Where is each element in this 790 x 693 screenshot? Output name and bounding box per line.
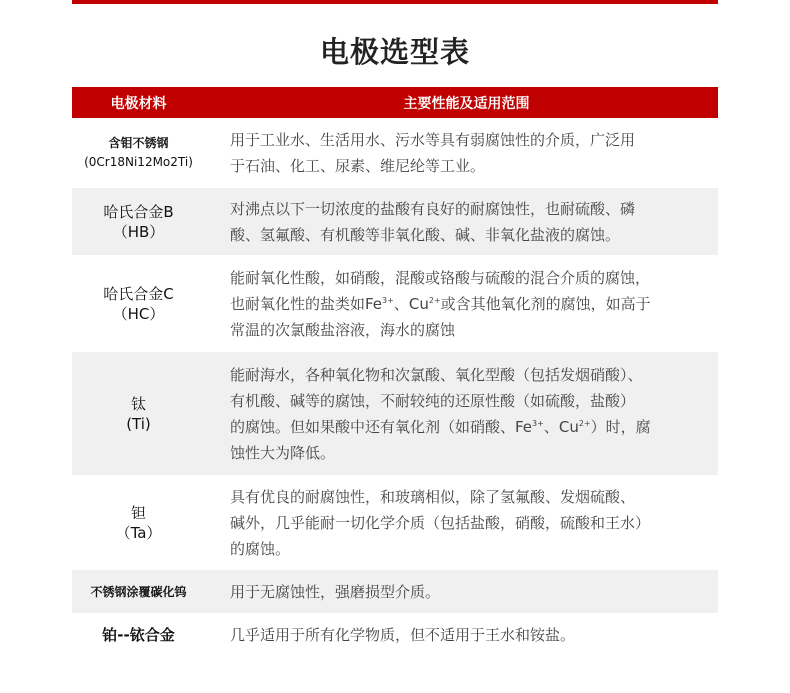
description-cell (205, 622, 718, 648)
table-row (72, 188, 718, 255)
material-name: 铂--铱合金 (102, 626, 175, 644)
description-line: 几乎适用于所有化学物质，但不适用于王水和铵盐。 (230, 626, 576, 644)
material-cell (72, 503, 205, 543)
material-code: （HC） (112, 304, 165, 323)
table-row (72, 352, 718, 475)
description-line: 也耐氧化性的盐类如$Fe^{3+}$、$Cu^{2+}$或含其他氧化剂的腐蚀，如高于 (230, 294, 651, 313)
description-cell (205, 362, 718, 466)
material-cell (72, 202, 205, 242)
material-cell (72, 134, 205, 172)
description-line: 用于无腐蚀性，强磨损型介质。 (230, 582, 441, 601)
material-name: 钽 (130, 503, 146, 522)
material-code: （HB） (112, 222, 165, 241)
description-line: 具有优良的耐腐蚀性，和玻璃相似，除了氢氟酸、发烟硫酸、 (230, 487, 636, 506)
material-code: (Ti) (126, 414, 151, 433)
material-cell (72, 394, 205, 434)
description-line: 常温的次氯酸盐溶液，海水的腐蚀 (230, 320, 456, 339)
description-cell (205, 579, 718, 605)
description-cell (205, 484, 718, 562)
material-name: 不锈钢涂覆碳化钨 (90, 584, 187, 599)
description-line: 蚀性大为降低。 (230, 443, 336, 462)
description-cell (205, 265, 718, 343)
material-cell (72, 284, 205, 324)
table-row (72, 613, 718, 657)
material-name: 钛 (130, 394, 146, 413)
description-cell (205, 196, 718, 248)
description-line: 能耐氧化性酸，如硝酸，混酸或铬酸与硫酸的混合介质的腐蚀， (230, 268, 651, 287)
material-name: 哈氏合金C (103, 284, 174, 303)
material-code: （Ta） (115, 523, 162, 542)
header-material: 电极材料 (110, 95, 167, 112)
description-line: 能耐海水，各种氧化物和次氯酸、氧化型酸（包括发烟硝酸）、 (230, 365, 643, 384)
material-code: (0Cr18Ni12Mo2Ti) (84, 155, 193, 169)
material-name: 哈氏合金B (103, 202, 174, 221)
description-line: 有机酸、碱等的腐蚀，不耐较纯的还原性酸（如硫酸，盐酸） (230, 391, 636, 410)
description-line: 对沸点以下一切浓度的盐酸有良好的耐腐蚀性，也耐硫酸、磷 (230, 199, 636, 218)
header-performance: 主要性能及适用范围 (403, 95, 530, 112)
description-cell (205, 127, 718, 179)
table-row (72, 570, 718, 613)
description-line: 酸、氢氟酸、有机酸等非氧化酸、碱、非氧化盐液的腐蚀。 (230, 225, 621, 244)
electrode-table (72, 87, 718, 657)
description-line: 于石油、化工、尿素、维尼纶等工业。 (230, 157, 486, 175)
table-row (72, 255, 718, 352)
description-line: 的腐蚀。但如果酸中还有氧化剂（如硝酸、$Fe^{3+}$、$Cu^{2+}$）时，腐 (230, 417, 651, 436)
description-line: 用于工业水、生活用水、污水等具有弱腐蚀性的介质，广泛用 (230, 131, 636, 149)
material-cell (72, 625, 205, 645)
description-line: 的腐蚀。 (230, 539, 291, 558)
top-rule (72, 0, 718, 4)
description-line: 碱外，几乎能耐一切化学介质（包括盐酸，硝酸，硫酸和王水） (230, 513, 651, 532)
table-row (72, 475, 718, 570)
material-name: 含钼不锈钢 (108, 136, 169, 150)
table-row (72, 118, 718, 188)
page-title: 电极选型表 (319, 35, 470, 69)
material-cell (72, 582, 205, 602)
table-header (72, 87, 718, 118)
